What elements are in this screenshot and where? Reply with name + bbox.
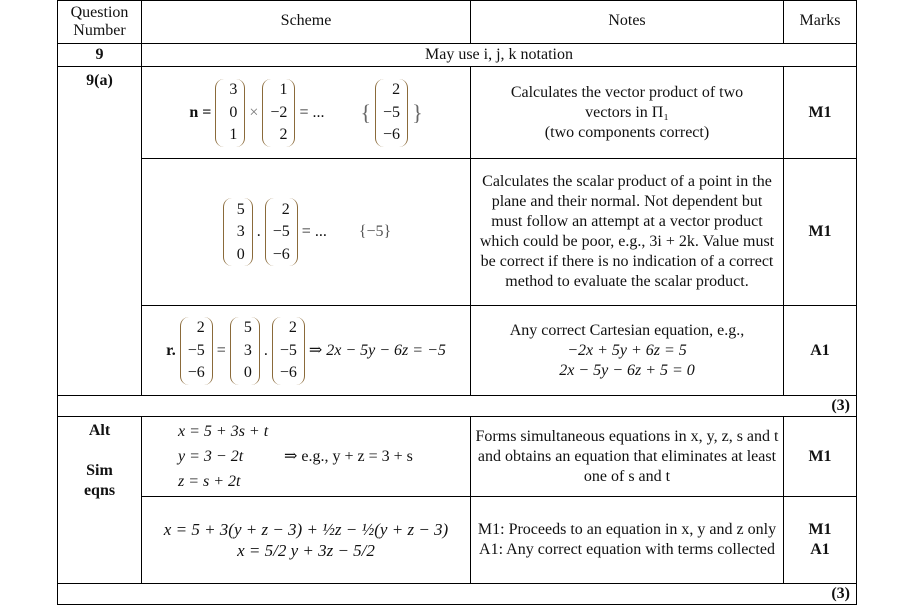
mark: M1 — [784, 417, 857, 497]
alt-label: Alt Sim eqns — [58, 417, 142, 584]
vector-component: 1 — [279, 81, 288, 99]
question-number: 9 — [58, 44, 142, 67]
vector-component: −5 — [279, 341, 297, 359]
vector-component: 0 — [243, 364, 252, 382]
column-vector — [262, 79, 295, 147]
vector-component: 2 — [281, 200, 290, 218]
vector-component: 0 — [236, 245, 245, 263]
vector-component: −5 — [272, 223, 290, 241]
vector-component: 3 — [243, 341, 252, 359]
column-vector — [272, 317, 305, 385]
column-vector — [265, 198, 298, 266]
vector-component: −6 — [272, 245, 290, 263]
header-marks: Marks — [784, 1, 857, 44]
total-marks: (3) — [58, 396, 857, 417]
column-vector — [375, 79, 408, 147]
header-question: Question Number — [58, 1, 142, 44]
vector-component: −2 — [270, 103, 288, 121]
vector-component: 2 — [392, 81, 401, 99]
vector-component: 0 — [229, 103, 238, 121]
mark-scheme-table — [57, 0, 857, 605]
vector-component: 3 — [236, 223, 245, 241]
scheme-eliminate: x = 5 + 3(y + z − 3) + ½z − ½(y + z − 3) x = 5/2 y + 3z − 5/2 — [142, 497, 471, 584]
vector-component: −6 — [279, 364, 297, 382]
header-row — [58, 1, 857, 44]
notes: M1: Proceeds to an equation in x, y and z only A1: Any correct equation with terms collected — [471, 497, 784, 584]
notes: Calculates the vector product of two vectors in Π₁ (two components correct) — [471, 67, 784, 159]
scheme-cross-product: n = 3 0 1 × 1 −2 2 = ... { 2 −5 −6 } — [142, 67, 471, 159]
mark: M1 — [784, 159, 857, 306]
header-scheme: Scheme — [142, 1, 471, 44]
column-vector — [230, 317, 260, 385]
vector-component: −6 — [383, 126, 401, 144]
notes: Calculates the scalar product of a point in the plane and their normal. Not dependent but must follow an attempt at a vector product which could be poor, e.g., 3i + 2k. Value must be correct if there is no indication of a correct method to evaluate the scalar product. — [471, 159, 784, 306]
vector-component: −6 — [187, 364, 205, 382]
header-notes: Notes — [471, 1, 784, 44]
vector-component: −5 — [383, 103, 401, 121]
mark: A1 — [784, 306, 857, 396]
notation-note: May use i, j, k notation — [142, 44, 857, 67]
mark: M1 A1 — [784, 497, 857, 584]
mark: M1 — [784, 67, 857, 159]
total-marks: (3) — [58, 584, 857, 605]
vector-component: −5 — [187, 341, 205, 359]
notes: Any correct Cartesian equation, e.g., −2x + 5y + 6z = 5 2x − 5y − 6z + 5 = 0 — [471, 306, 784, 396]
vector-component: 1 — [229, 126, 238, 144]
vector-component: 2 — [288, 319, 297, 337]
notes: Forms simultaneous equations in x, y, z, s and t and obtains an equation that eliminates at least one of s and t — [471, 417, 784, 497]
scheme-simultaneous-equations: x = 5 + 3s + t y = 3 − 2t z = s + 2t ⇒ e.g., y + z = 3 + s — [142, 417, 471, 497]
scheme-cartesian-equation: r. 2 −5 −6 = 5 3 0 . 2 −5 −6 ⇒ 2x − 5y − 6z = −5 — [142, 306, 471, 396]
column-vector — [180, 317, 213, 385]
question-number: 9(a) — [58, 67, 142, 396]
vector-component: 2 — [196, 319, 205, 337]
vector-component: 5 — [243, 319, 252, 337]
scheme-scalar-product: 5 3 0 . 2 −5 −6 = ... {−5} — [142, 159, 471, 306]
column-vector — [223, 198, 253, 266]
column-vector — [215, 79, 245, 147]
vector-component: 2 — [279, 126, 288, 144]
vector-component: 5 — [236, 200, 245, 218]
vector-component: 3 — [229, 81, 238, 99]
